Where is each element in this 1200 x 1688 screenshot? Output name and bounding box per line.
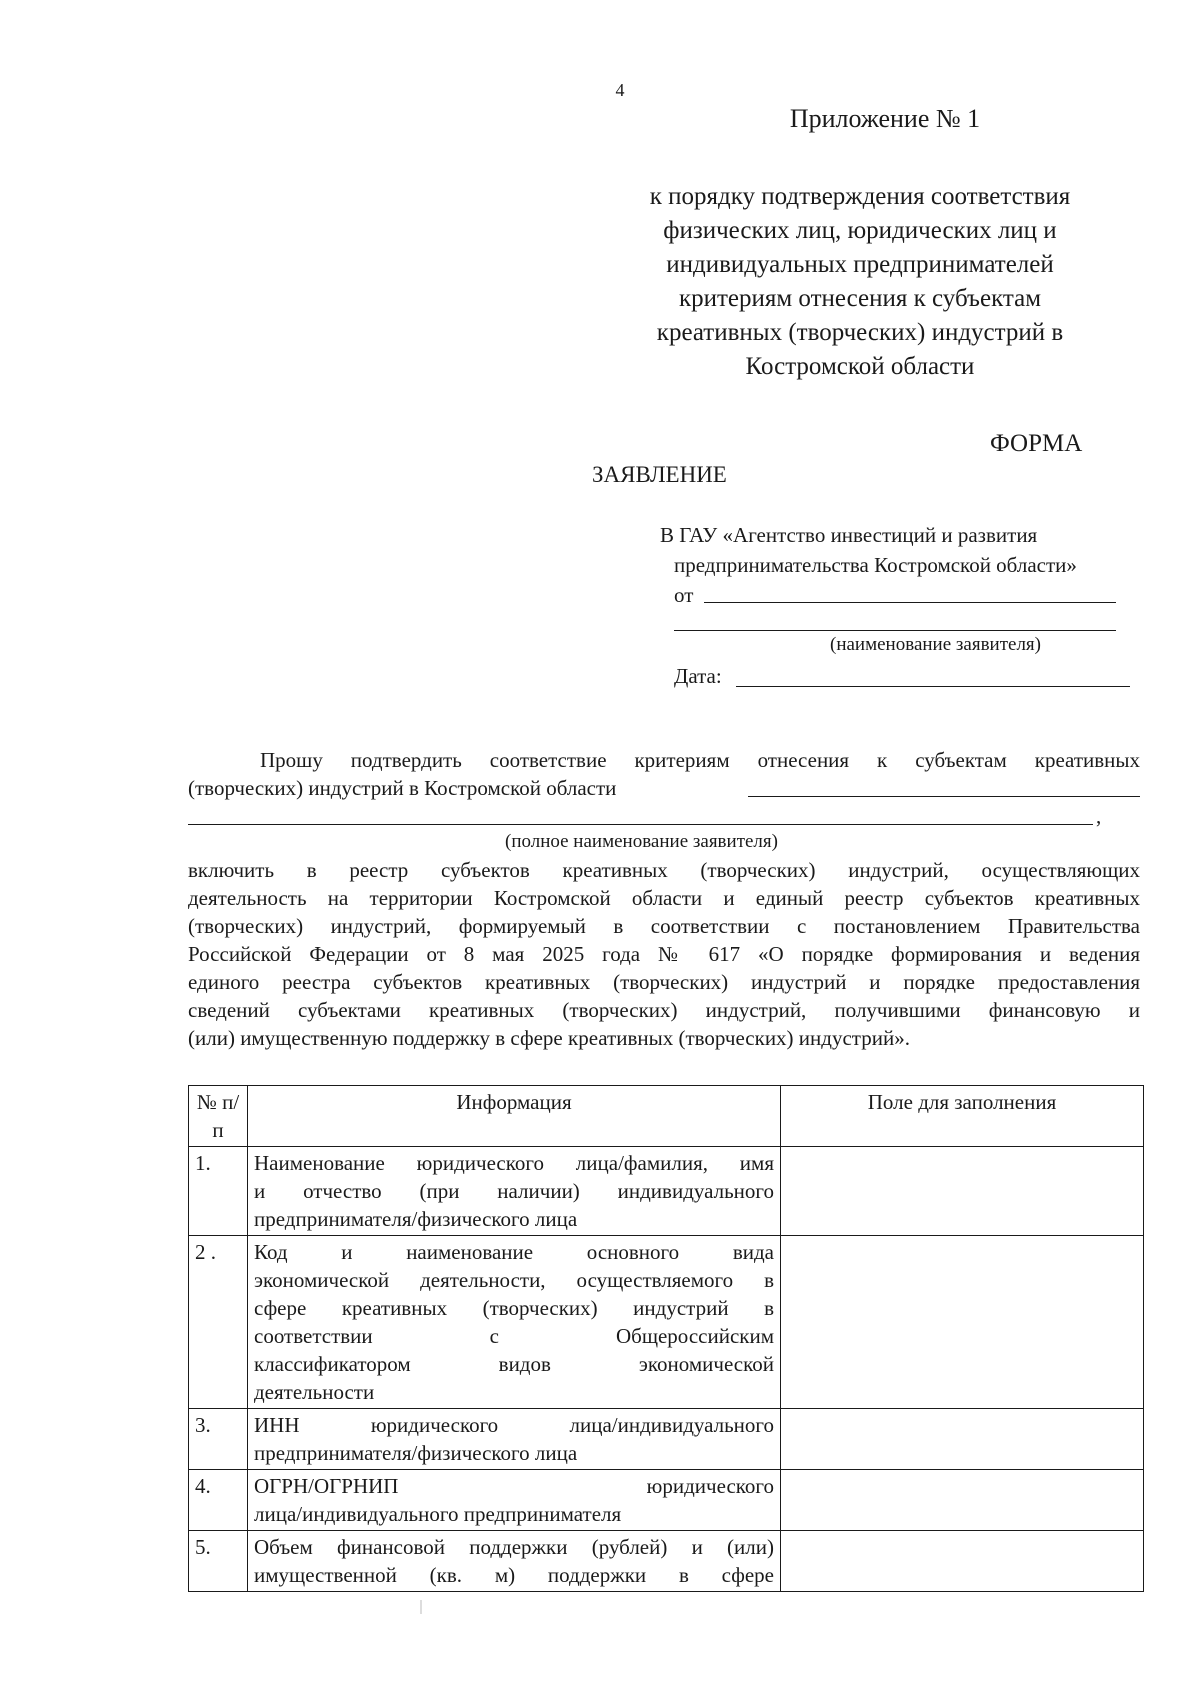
information-table	[188, 1085, 1144, 1592]
table-row	[189, 1409, 1144, 1470]
row-information	[248, 1409, 781, 1470]
include-line: (творческих) индустрий, формируемый в соответствии с постановлением Правительства	[188, 914, 1140, 938]
order-line: индивидуальных предпринимателей	[666, 251, 1054, 278]
request-line: (творческих) индустрий в Костромской области	[188, 776, 617, 800]
include-line: деятельность на территории Костромской области и единый реестр субъектов креативных	[188, 886, 1140, 910]
page-number: 4	[615, 80, 625, 100]
row-information	[248, 1147, 781, 1236]
row-line: ИНН юридического лица/индивидуального	[254, 1413, 774, 1437]
row-number: 3.	[189, 1409, 248, 1470]
row-information	[248, 1470, 781, 1531]
include-line: (или) имущественную поддержку в сфере креативных (творческих) индустрий».	[188, 1026, 910, 1050]
row-number: 5.	[189, 1531, 248, 1592]
request-paragraph	[188, 746, 1140, 830]
include-paragraph	[188, 856, 1140, 1052]
addressee-line: В ГАУ «Агентство инвестиций и развития	[660, 523, 1038, 547]
row-information	[248, 1531, 781, 1592]
row-number: 4.	[189, 1470, 248, 1531]
header-information: Информация	[248, 1086, 781, 1147]
document-title: ЗАЯВЛЕНИЕ	[592, 462, 727, 487]
order-line: Костромской области	[745, 353, 975, 380]
table-row	[189, 1147, 1144, 1236]
table-header-row	[189, 1086, 1144, 1147]
trailing-comma: ,	[1096, 804, 1102, 828]
row-line: предпринимателя/физического лица	[254, 1207, 578, 1231]
row-line: Код и наименование основного вида	[254, 1240, 774, 1264]
row-line: и отчество (при наличии) индивидуального	[254, 1179, 774, 1203]
addressee-line: предпринимательства Костромской области»	[674, 553, 1077, 577]
order-line: креативных (творческих) индустрий в	[656, 319, 1064, 346]
full-name-input-line-2[interactable]	[188, 802, 1093, 825]
row-line: экономической деятельности, осуществляемого в	[254, 1268, 774, 1292]
row-fill-field[interactable]	[781, 1470, 1144, 1531]
row-line: Объем финансовой поддержки (рублей) и (или)	[254, 1535, 774, 1559]
row-line: сфере креативных (творческих) индустрий в	[254, 1296, 774, 1320]
row-line: предпринимателя/физического лица	[254, 1441, 578, 1465]
table-row	[189, 1531, 1144, 1592]
row-line: имущественной (кв. м) поддержки в сфере	[254, 1563, 774, 1587]
row-information	[248, 1236, 781, 1409]
row-number: 1.	[189, 1147, 248, 1236]
header-number: № п/п	[189, 1086, 248, 1147]
order-line: критериям отнесения к субъектам	[678, 285, 1042, 312]
date-row	[674, 664, 1154, 694]
scan-artifact	[420, 1600, 422, 1614]
full-name-input-line[interactable]	[748, 774, 1140, 797]
row-fill-field[interactable]	[781, 1236, 1144, 1409]
row-line: соответствии с Общероссийским	[254, 1324, 774, 1348]
row-number: 2 .	[189, 1236, 248, 1409]
row-fill-field[interactable]	[781, 1147, 1144, 1236]
include-line: единого реестра субъектов креативных (творческих) индустрий и порядке предоставления	[188, 970, 1140, 994]
row-line: классификатором видов экономической	[254, 1352, 774, 1376]
row-fill-field[interactable]	[781, 1409, 1144, 1470]
from-input-line-2[interactable]	[674, 608, 1116, 631]
appendix-title: Приложение № 1	[789, 104, 981, 133]
order-reference	[600, 180, 1120, 384]
applicant-name-caption: (наименование заявителя)	[830, 634, 1041, 655]
date-input-line[interactable]	[736, 664, 1130, 687]
date-label: Дата:	[674, 664, 722, 688]
order-line: физических лиц, юридических лиц и	[663, 217, 1057, 244]
row-fill-field[interactable]	[781, 1531, 1144, 1592]
from-input-line[interactable]	[704, 580, 1116, 603]
row-line: лица/индивидуального предпринимателя	[254, 1502, 622, 1526]
addressee-block	[660, 520, 1150, 640]
form-label: ФОРМА	[990, 430, 1083, 457]
header-fill-field: Поле для заполнения	[781, 1086, 1144, 1147]
row-line: ОГРН/ОГРНИП юридического	[254, 1474, 774, 1498]
order-line: к порядку подтверждения соответствия	[649, 183, 1071, 210]
table-row	[189, 1236, 1144, 1409]
include-line: сведений субъектами креативных (творческих) индустрий, получившими финансовую и	[188, 998, 1140, 1022]
full-name-caption: (полное наименование заявителя)	[505, 831, 778, 852]
include-line: включить в реестр субъектов креативных (творческих) индустрий, осуществляющих	[188, 858, 1140, 882]
from-label: от	[674, 583, 694, 607]
row-line: Наименование юридического лица/фамилия, имя	[254, 1151, 774, 1175]
row-line: деятельности	[254, 1380, 375, 1404]
table-row	[189, 1470, 1144, 1531]
include-line: Российской Федерации от 8 мая 2025 года № 617 «О порядке формирования и ведения	[188, 942, 1140, 966]
request-line: Прошу подтвердить соответствие критериям отнесения к субъектам креативных	[260, 748, 1140, 772]
